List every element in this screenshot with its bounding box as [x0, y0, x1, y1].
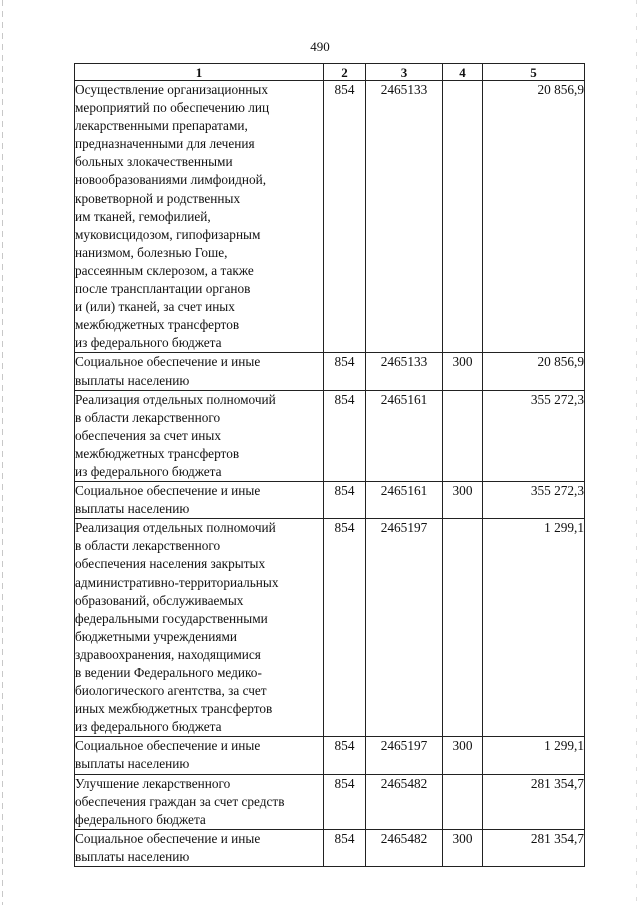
- cell-description: [75, 390, 324, 481]
- cell-description: [75, 774, 324, 829]
- description-line: межбюджетных трансфертов: [75, 445, 240, 461]
- cell-amount: 20 856,9: [483, 353, 585, 390]
- description-line: и (или) тканей, за счет иных: [75, 299, 235, 315]
- scan-edge-left: [2, 0, 3, 905]
- table-row: [75, 390, 585, 481]
- cell-target-article: 2465161: [366, 390, 443, 481]
- cell-description: [75, 482, 324, 519]
- header-row: [75, 64, 585, 81]
- cell-target-article: 2465197: [366, 519, 443, 737]
- cell-amount: 1 299,1: [483, 737, 585, 774]
- description-line: Реализация отдельных полномочий: [75, 520, 276, 536]
- description-line: из федерального бюджета: [75, 335, 222, 351]
- description-line: после трансплантации органов: [75, 281, 251, 297]
- header-col-4: 4: [443, 64, 483, 81]
- header-col-2: 2: [324, 64, 366, 81]
- cell-target-article: 2465161: [366, 482, 443, 519]
- cell-ministry-code: 854: [324, 81, 366, 353]
- table-row: [75, 829, 585, 866]
- table-body: [75, 81, 585, 867]
- cell-expense-type: [443, 519, 483, 737]
- cell-expense-type: [443, 390, 483, 481]
- header-col-5: 5: [483, 64, 585, 81]
- cell-target-article: 2465197: [366, 737, 443, 774]
- cell-description: [75, 81, 324, 353]
- description-line: Социальное обеспечение и иные: [75, 830, 261, 846]
- description-line: Улучшение лекарственного: [75, 775, 231, 791]
- description-line: Социальное обеспечение и иные: [75, 483, 261, 499]
- cell-ministry-code: 854: [324, 482, 366, 519]
- description-line: биологического агентства, за счет: [75, 683, 267, 699]
- cell-description: [75, 737, 324, 774]
- budget-table: [74, 63, 585, 867]
- cell-target-article: 2465482: [366, 829, 443, 866]
- description-line: федеральными государственными: [75, 610, 268, 626]
- description-line: обеспечения населения закрытых: [75, 556, 266, 572]
- description-line: кроветворной и родственных: [75, 190, 241, 206]
- cell-expense-type: [443, 81, 483, 353]
- cell-expense-type: 300: [443, 829, 483, 866]
- description-line: межбюджетных трансфертов: [75, 317, 240, 333]
- page-number: 490: [310, 39, 330, 54]
- cell-amount: 355 272,3: [483, 390, 585, 481]
- description-line: выплаты населению: [75, 756, 190, 772]
- description-line: нанизмом, болезнью Гоше,: [75, 244, 228, 260]
- description-line: больных злокачественными: [75, 154, 233, 170]
- description-line: выплаты населению: [75, 372, 190, 388]
- cell-amount: 1 299,1: [483, 519, 585, 737]
- cell-description: [75, 829, 324, 866]
- description-line: им тканей, гемофилией,: [75, 208, 211, 224]
- description-line: из федерального бюджета: [75, 463, 222, 479]
- table-row: [75, 519, 585, 737]
- description-line: новообразованиями лимфоидной,: [75, 172, 267, 188]
- cell-target-article: 2465482: [366, 774, 443, 829]
- description-line: обеспечения граждан за счет средств: [75, 793, 285, 809]
- description-line: федерального бюджета: [75, 811, 206, 827]
- cell-ministry-code: 854: [324, 774, 366, 829]
- description-line: Социальное обеспечение и иные: [75, 738, 261, 754]
- cell-expense-type: [443, 774, 483, 829]
- table-row: [75, 774, 585, 829]
- cell-ministry-code: 854: [324, 519, 366, 737]
- description-line: Осуществление организационных: [75, 82, 268, 97]
- description-line: иных межбюджетных трансфертов: [75, 701, 273, 717]
- cell-amount: 281 354,7: [483, 829, 585, 866]
- cell-expense-type: 300: [443, 737, 483, 774]
- cell-ministry-code: 854: [324, 353, 366, 390]
- description-line: муковисцидозом, гипофизарным: [75, 226, 261, 242]
- cell-expense-type: 300: [443, 353, 483, 390]
- description-line: здравоохранения, находящимися: [75, 646, 261, 662]
- cell-amount: 20 856,9: [483, 81, 585, 353]
- description-line: обеспечения за счет иных: [75, 427, 221, 443]
- cell-ministry-code: 854: [324, 829, 366, 866]
- cell-description: [75, 519, 324, 737]
- table-row: [75, 353, 585, 390]
- table-row: [75, 81, 585, 353]
- description-line: в области лекарственного: [75, 409, 221, 425]
- description-line: предназначенными для лечения: [75, 136, 255, 152]
- description-line: Социальное обеспечение и иные: [75, 354, 261, 370]
- header-col-1: 1: [75, 64, 324, 81]
- table-row: [75, 737, 585, 774]
- description-line: Реализация отдельных полномочий: [75, 391, 276, 407]
- cell-ministry-code: 854: [324, 390, 366, 481]
- description-line: рассеянным склерозом, а также: [75, 262, 254, 278]
- description-line: бюджетными учреждениями: [75, 628, 238, 644]
- cell-expense-type: 300: [443, 482, 483, 519]
- description-line: выплаты населению: [75, 501, 190, 517]
- cell-target-article: 2465133: [366, 81, 443, 353]
- description-line: мероприятий по обеспечению лиц: [75, 100, 270, 116]
- description-line: из федерального бюджета: [75, 719, 222, 735]
- description-line: в ведении Федерального медико-: [75, 665, 262, 680]
- description-line: выплаты населению: [75, 848, 190, 864]
- scan-edge-right: [636, 0, 637, 905]
- description-line: в области лекарственного: [75, 538, 221, 554]
- description-line: административно-территориальных: [75, 574, 279, 590]
- cell-description: [75, 353, 324, 390]
- description-line: образований, обслуживаемых: [75, 592, 244, 608]
- cell-target-article: 2465133: [366, 353, 443, 390]
- cell-ministry-code: 854: [324, 737, 366, 774]
- cell-amount: 355 272,3: [483, 482, 585, 519]
- header-col-3: 3: [366, 64, 443, 81]
- description-line: лекарственными препаратами,: [75, 118, 248, 134]
- cell-amount: 281 354,7: [483, 774, 585, 829]
- table-row: [75, 482, 585, 519]
